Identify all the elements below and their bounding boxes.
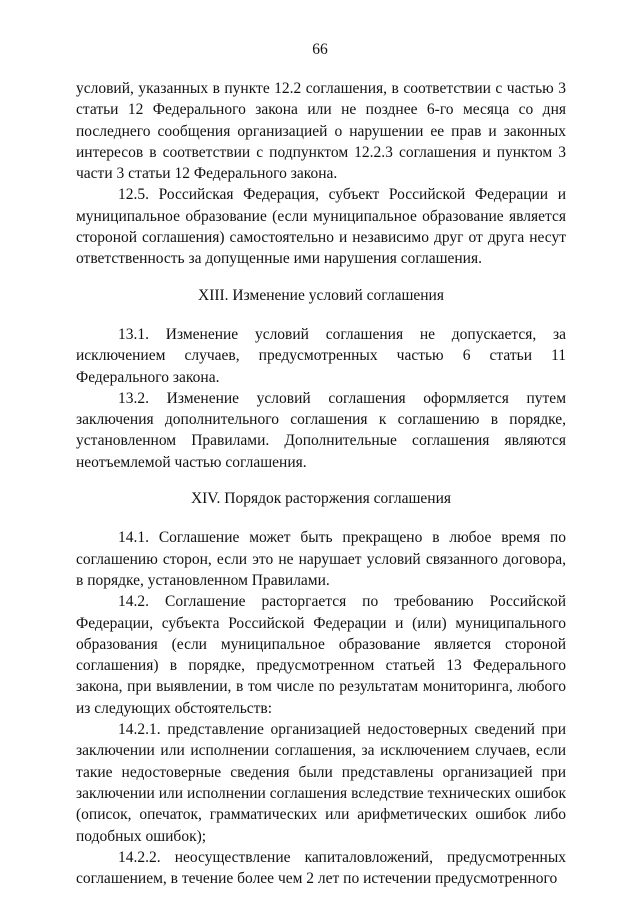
spacer bbox=[76, 306, 566, 324]
paragraph-14-2-1: 14.2.1. представление организацией недостоверных сведений при заключении или исполнении соглашения, за исключением случаев, если такие недостоверные сведения были представлены организацией при заключении или исполнении соглашения вследствие технических ошибок (описок, опечаток, грамматических или арифметических ошибок либо подобных ошибок); bbox=[76, 721, 566, 845]
spacer bbox=[76, 509, 566, 527]
paragraph-continuation: условий, указанных в пункте 12.2 соглашения, в соответствии с частью 3 статьи 12 Федерального закона или не позднее 6-го месяца со дня последнего сообщения организацией о нарушении ее прав и законных интересов в соответствии с подпунктом 12.2.3 соглашения и пунктом 3 части 3 статьи 12 Федерального закона. bbox=[76, 80, 566, 183]
document-body bbox=[76, 78, 566, 889]
paragraph-12-5: 12.5. Российская Федерация, субъект Российской Федерации и муниципальное образование (если муниципальное образование является стороной соглашения) самостоятельно и независимо друг от друга несут ответственность за допущенные ими нарушения соглашения. bbox=[76, 186, 566, 268]
spacer bbox=[76, 473, 566, 488]
paragraph-13-1: 13.1. Изменение условий соглашения не допускается, за исключением случаев, предусмотренных частью 6 статьи 11 Федерального закона. bbox=[76, 325, 566, 386]
paragraph-13-2: 13.2. Изменение условий соглашения оформляется путем заключения дополнительного соглашения к соглашению в порядке, установленном Правилами. Дополнительные соглашения являются неотъемлемой частью соглашения. bbox=[76, 389, 566, 471]
paragraph-14-1: 14.1. Соглашение может быть прекращено в любое время по соглашению сторон, если это не нарушает условий связанного договора, в порядке, установленном Правилами. bbox=[76, 529, 566, 589]
section-heading-14: XIV. Порядок расторжения соглашения bbox=[190, 490, 452, 508]
section-heading-13: XIII. Изменение условий соглашения bbox=[198, 286, 444, 304]
spacer bbox=[76, 270, 566, 285]
paragraph-14-2-2: 14.2.2. неосуществление капиталовложений, предусмотренных соглашением, в течение более чем 2 лет по истечении предусмотренного bbox=[76, 848, 566, 888]
paragraph-14-2: 14.2. Соглашение расторгается по требованию Российской Федерации, субъекта Российской Федерации и (или) муниципального образования (если муниципальное образование является стороной соглашения) в порядке, предусмотренном статьей 13 Федерального закона, при выявлении, в том числе по результатам мониторинга, любого из следующих обстоятельств: bbox=[76, 593, 566, 717]
page-number: 66 bbox=[312, 41, 328, 58]
